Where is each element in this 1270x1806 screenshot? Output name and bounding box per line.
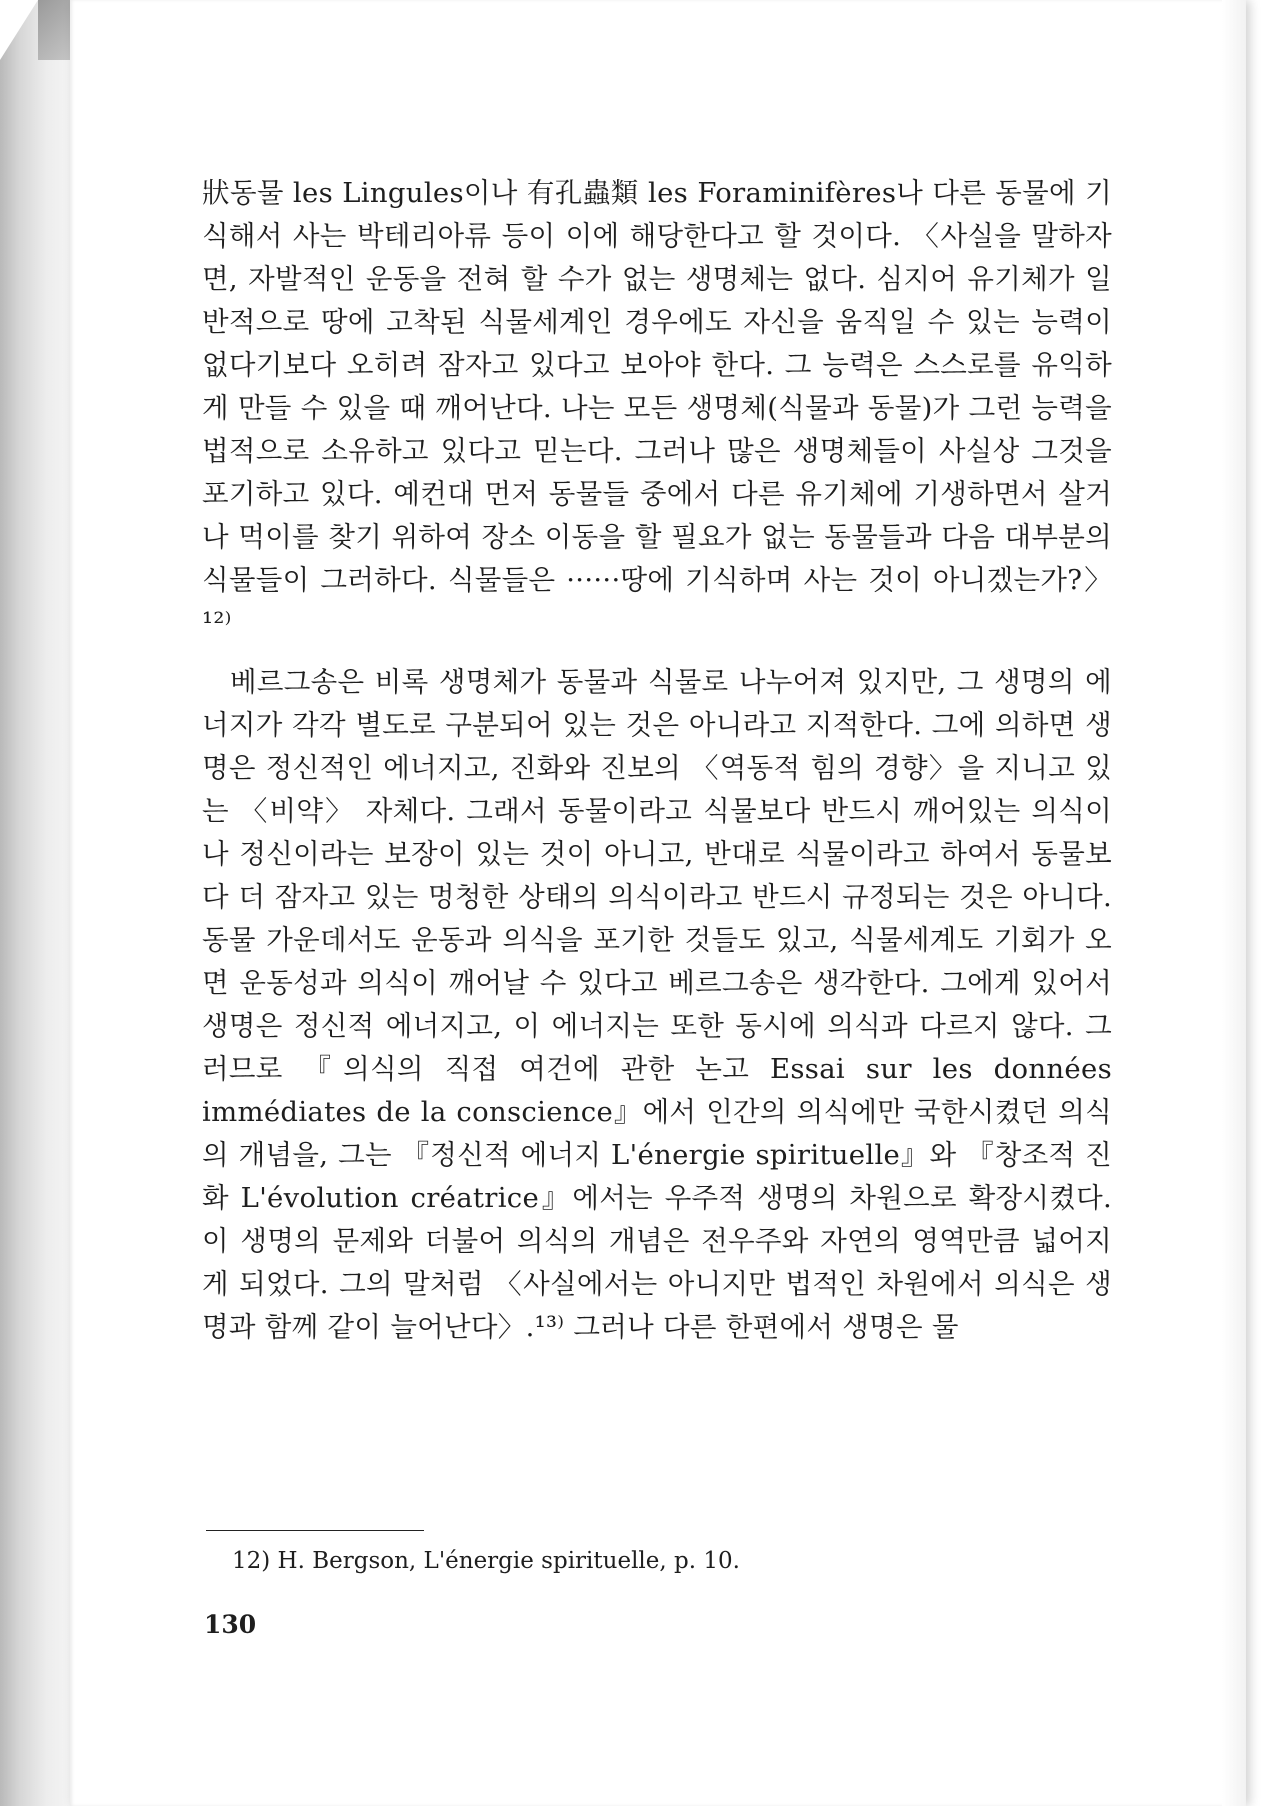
paragraph-2: 베르그송은 비록 생명체가 동물과 식물로 나누어져 있지만, 그 생명의 에너지가 각각 별도로 구분되어 있는 것은 아니라고 지적한다. 그에 의하면 생명은 정신적인 에너지고, 진화와 진보의 〈역동적 힘의 경향〉을 지니고 있는 〈비약〉 자체다. 그래서 동물이라고 식물보다 반드시 깨어있는 의식이나 정신이라는 보장이 있는 것이 아니고, 반대로 식물이라고 하여서 동물보다 더 잠자고 있는 멍청한 상태의 의식이라고 반드시 규정되는 것은 아니다. 동물 가운데서도 운동과 의식을 포기한 것들도 있고, 식물세계도 기회가 오면 운동성과 의식이 깨어날 수 있다고 베르그송은 생각한다. 그에게 있어서 생명은 정신적 에너지고, 이 에너지는 또한 동시에 의식과 다르지 않다. 그러므로 『의식의 직접 여건에 관한 논고 Essai sur les données immédiates de la conscience』에서 인간의 의식에만 국한시켰던 의식의 개념을, 그는 『정신적 에너지 L'énergie spirituelle』와 『창조적 진화 L'évolution créatrice』에서는 우주적 생명의 차원으로 확장시켰다. 이 생명의 문제와 더불어 의식의 개념은 전우주와 자연의 영역만큼 넓어지게 되었다. 그의 말처럼 〈사실에서는 아니지만 법적인 차원에서 의식은 생명과 함께 같이 늘어난다〉.¹³⁾ 그러나 다른 한편에서 생명은 물 [202, 666, 1112, 1343]
page-number: 130 [204, 1610, 257, 1639]
paragraph-1: 狀동물 les Lingules이나 有孔蟲類 les Foraminifères나 다른 동물에 기식해서 사는 박테리아류 등이 이에 해당한다고 할 것이다. 〈사실을 말하자면, 자발적인 운동을 전혀 할 수가 없는 생명체는 없다. 심지어 유기체가 일반적으로 땅에 고착된 식물세계인 경우에도 자신을 움직일 수 있는 능력이 없다기보다 오히려 잠자고 있다고 보아야 한다. 그 능력은 스스로를 유익하게 만들 수 있을 때 깨어난다. 나는 모든 생명체(식물과 동물)가 그런 능력을 법적으로 소유하고 있다고 믿는다. 그러나 많은 생명체들이 사실상 그것을 포기하고 있다. 예컨대 먼저 동물들 중에서 다른 유기체에 기생하면서 살거나 먹이를 찾기 위하여 장소 이동을 할 필요가 없는 동물들과 다음 대부분의 식물들이 그러하다. 식물들은 ······땅에 기식하며 사는 것이 아니겠는가?〉¹²⁾ [202, 177, 1112, 639]
footnote: 12) H. Bergson, L'énergie spirituelle, p. 10. [232, 1548, 740, 1574]
page-right-edge [1222, 0, 1246, 1806]
body-text [202, 172, 1112, 1349]
footnote-divider [206, 1530, 424, 1531]
book-spine-edge [0, 0, 78, 1806]
